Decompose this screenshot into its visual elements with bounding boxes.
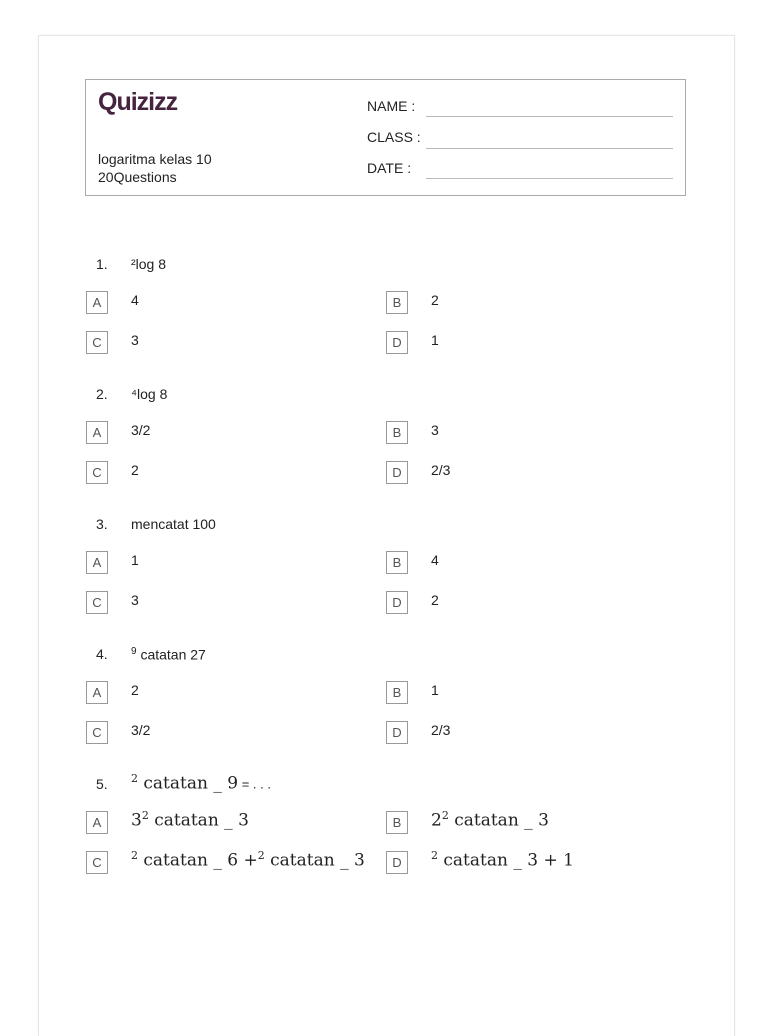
- option-d-text[interactable]: [431, 592, 439, 608]
- superscript: 2: [441, 809, 449, 822]
- question-text: [131, 256, 166, 272]
- class-field[interactable]: [426, 148, 673, 149]
- worksheet-header: [85, 79, 686, 196]
- option-c-text[interactable]: [131, 592, 139, 608]
- option-c-text[interactable]: [131, 462, 139, 478]
- question-number: 5.: [96, 776, 108, 792]
- text-segment: 1: [431, 332, 439, 348]
- text-segment: catatan 27: [136, 646, 206, 663]
- text-segment: 2: [131, 682, 139, 698]
- option-b-box[interactable]: B: [386, 551, 408, 574]
- text-segment: ²log 8: [131, 256, 167, 272]
- option-a-box[interactable]: A: [86, 291, 108, 314]
- quiz-title: [98, 150, 212, 186]
- text-segment: 4: [131, 292, 139, 308]
- date-field[interactable]: [426, 178, 673, 179]
- text-segment: 2: [431, 292, 439, 308]
- option-b-box[interactable]: B: [386, 811, 408, 834]
- option-c-text[interactable]: [131, 722, 150, 738]
- option-b-box[interactable]: B: [386, 421, 408, 444]
- superscript: 2: [141, 809, 149, 822]
- text-segment: 3/2: [131, 422, 151, 438]
- superscript: 2: [131, 772, 138, 785]
- option-c-box[interactable]: C: [86, 721, 108, 744]
- option-a-box[interactable]: A: [86, 681, 108, 704]
- question-number: 4.: [96, 646, 108, 662]
- text-segment: 2: [431, 592, 439, 608]
- question-text: [131, 516, 216, 532]
- text-segment: 2: [431, 810, 442, 831]
- name-field[interactable]: [426, 116, 673, 117]
- superscript: 2: [131, 849, 138, 862]
- superscript: 2: [257, 849, 265, 862]
- text-segment: 2: [131, 462, 139, 478]
- text-segment: 3: [131, 810, 142, 831]
- option-b-text[interactable]: [431, 552, 439, 568]
- option-c-box[interactable]: C: [86, 591, 108, 614]
- option-d-box[interactable]: D: [386, 851, 408, 874]
- question-text: [131, 386, 167, 402]
- date-label: DATE :: [367, 160, 412, 176]
- option-c-text[interactable]: [131, 849, 365, 871]
- text-segment: catatan _ 3: [448, 810, 549, 831]
- option-d-text[interactable]: [431, 722, 450, 738]
- superscript: 9: [131, 646, 137, 657]
- text-segment: catatan _ 9: [138, 773, 239, 794]
- option-b-box[interactable]: B: [386, 291, 408, 314]
- text-segment: catatan _ 6 +: [138, 850, 258, 871]
- option-d-box[interactable]: D: [386, 591, 408, 614]
- text-segment: 3: [131, 592, 139, 608]
- text-segment: 1: [431, 682, 439, 698]
- option-d-text[interactable]: [431, 849, 574, 871]
- option-a-text[interactable]: [131, 682, 139, 698]
- option-c-text[interactable]: [131, 332, 139, 348]
- quiz-title-text: logaritma kelas 10: [98, 151, 212, 167]
- text-segment: ⁴log 8: [131, 386, 168, 402]
- option-d-box[interactable]: D: [386, 721, 408, 744]
- question-text: [131, 646, 206, 663]
- text-segment: catatan _ 3: [148, 810, 249, 831]
- text-segment: 2/3: [431, 722, 451, 738]
- question-text: [131, 772, 271, 794]
- option-a-text[interactable]: [131, 422, 150, 438]
- text-segment: 4: [431, 552, 439, 568]
- question-count: 20Questions: [98, 169, 177, 185]
- text-segment: 2/3: [431, 462, 451, 478]
- text-segment: 1: [131, 552, 139, 568]
- question-number: 1.: [96, 256, 108, 272]
- option-d-text[interactable]: [431, 332, 439, 348]
- option-c-box[interactable]: C: [86, 851, 108, 874]
- option-b-text[interactable]: [431, 809, 549, 831]
- question-number: 3.: [96, 516, 108, 532]
- text-segment: mencatat 100: [131, 516, 216, 532]
- option-a-box[interactable]: A: [86, 421, 108, 444]
- option-a-text[interactable]: [131, 292, 139, 308]
- text-segment: 3: [431, 422, 439, 438]
- option-a-box[interactable]: A: [86, 811, 108, 834]
- option-c-box[interactable]: C: [86, 461, 108, 484]
- quizizz-logo: Quizizz: [98, 88, 178, 116]
- option-d-box[interactable]: D: [386, 461, 408, 484]
- option-a-text[interactable]: [131, 809, 249, 831]
- text-segment: catatan _ 3: [264, 850, 365, 871]
- option-d-text[interactable]: [431, 462, 450, 478]
- option-a-box[interactable]: A: [86, 551, 108, 574]
- question-number: 2.: [96, 386, 108, 402]
- option-b-text[interactable]: [431, 682, 439, 698]
- text-segment: 3/2: [131, 722, 151, 738]
- superscript: 2: [431, 849, 438, 862]
- name-label: NAME :: [367, 98, 416, 114]
- option-a-text[interactable]: [131, 552, 139, 568]
- option-b-text[interactable]: [431, 292, 439, 308]
- option-b-text[interactable]: [431, 422, 439, 438]
- text-segment: = . . .: [238, 776, 271, 792]
- option-d-box[interactable]: D: [386, 331, 408, 354]
- class-label: CLASS :: [367, 129, 421, 145]
- text-segment: 3: [131, 332, 139, 348]
- option-b-box[interactable]: B: [386, 681, 408, 704]
- option-c-box[interactable]: C: [86, 331, 108, 354]
- text-segment: catatan _ 3 + 1: [438, 850, 574, 871]
